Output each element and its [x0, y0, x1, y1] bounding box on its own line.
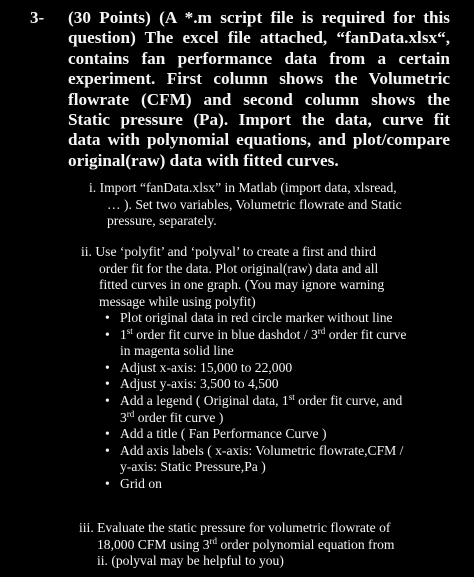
superscript: rd: [126, 408, 135, 419]
part-iii-line: iii. Evaluate the static pressure for volumetric flowrate of: [79, 520, 391, 535]
list-item: [103, 443, 406, 476]
bullet-icon: •: [105, 326, 110, 342]
list-item: [103, 376, 406, 393]
bullet-continuation: y-axis: Static Pressure,Pa ): [120, 459, 266, 475]
superscript: st: [126, 325, 133, 336]
bullet-text: Add a legend ( Original data, 1: [120, 392, 289, 408]
question-line: experiment. First column shows the Volumetric: [68, 69, 450, 89]
bullet-continuation: in magenta solid line: [120, 343, 234, 359]
list-item: [103, 426, 406, 443]
part-i-line: pressure, separately.: [107, 213, 217, 229]
part-iii-text: 18,000 CFM using 3: [97, 536, 210, 552]
part-i-line: … ). Set two variables, Volumetric flowrate and Static: [107, 196, 402, 212]
bullet-text: Adjust y-axis: 3,500 to 4,500: [120, 376, 279, 392]
bullet-icon: •: [105, 475, 110, 491]
question-number: 3-: [30, 8, 45, 27]
bullet-text: Add a title ( Fan Performance Curve ): [120, 426, 327, 442]
bullet-continuation: [120, 410, 406, 427]
bullet-icon: •: [105, 359, 110, 375]
part-ii-line: order fit for the data. Plot original(raw) data and all: [99, 260, 379, 276]
part-i: [89, 180, 402, 230]
bullet-icon: •: [105, 426, 110, 442]
question-line: original(raw) data with fitted curves.: [68, 150, 339, 170]
superscript: rd: [317, 325, 326, 336]
part-ii-line: fitted curves in one graph. (You may ignore warning: [99, 277, 385, 293]
list-item: [103, 393, 406, 426]
part-iii-line: [79, 537, 394, 554]
bullet-text: order fit curve: [325, 326, 407, 342]
bullet-icon: •: [105, 376, 110, 392]
bullet-icon: •: [105, 310, 110, 325]
superscript: rd: [209, 535, 218, 546]
bullet-text: Plot original data in red circle marker without line: [120, 310, 393, 325]
bullet-text: Adjust x-axis: 15,000 to 22,000: [120, 359, 293, 375]
list-item: [103, 476, 406, 493]
question-line: (30 Points) (A *.m script file is required for this: [68, 8, 450, 27]
list-item: [103, 360, 406, 377]
list-item: [103, 310, 406, 327]
question-line: contains fan performance data from a certain: [68, 48, 450, 68]
bullet-text: 1: [120, 326, 127, 342]
superscript: st: [288, 391, 295, 402]
bullet-text: 3: [120, 409, 127, 425]
part-iii-line: ii. (polyval may be helpful to you): [97, 553, 284, 569]
part-ii-line: ii. Use ‘polyfit’ and ‘polyval’ to create a first and third: [81, 244, 377, 259]
bullet-icon: •: [105, 392, 110, 408]
bullet-text: Grid on: [120, 475, 162, 491]
bullet-icon: •: [105, 442, 110, 458]
bullet-text: order fit curve ): [134, 409, 224, 425]
bullet-text: Add axis labels ( x-axis: Volumetric flowrate,CFM /: [120, 442, 404, 458]
question-line: data with polynomial equations, and plot/compare: [68, 130, 450, 150]
question-line: question) The excel file attached, “fanData.xlsx“,: [68, 28, 450, 48]
part-iii: [79, 520, 394, 570]
question-statement: [68, 8, 450, 171]
part-iii-text: order polynomial equation from: [217, 536, 395, 552]
part-i-line: i. Import “fanData.xlsx” in Matlab (import data, xlsread,: [89, 180, 397, 195]
question-line: Static pressure (Pa). Import the data, curve fit: [68, 110, 450, 130]
part-ii: [81, 244, 384, 310]
part-ii-bullet-list: [103, 310, 406, 493]
list-item: [103, 327, 406, 360]
bullet-text: order fit curve in blue dashdot / 3: [132, 326, 318, 342]
question-line: flowrate (CFM) and second column shows the: [68, 89, 450, 109]
bullet-text: order fit curve, and: [294, 392, 403, 408]
part-ii-line: message while using polyfit): [99, 293, 256, 309]
